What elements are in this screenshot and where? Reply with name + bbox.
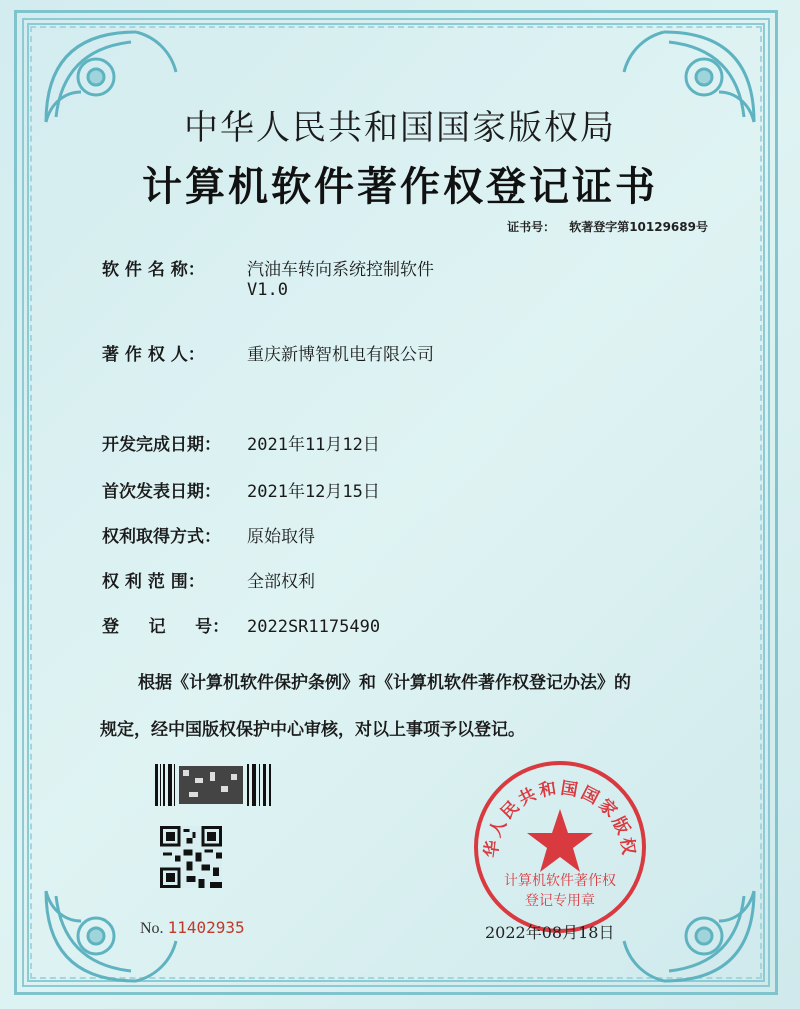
issue-date: 2022年08月18日 <box>485 923 615 942</box>
statement-line-2: 规定，经中国版权保护中心审核，对以上事项予以登记。 <box>100 720 525 740</box>
qr-code-image <box>160 826 222 888</box>
field-copyright-owner <box>102 340 434 365</box>
field-software-name <box>102 255 434 280</box>
field-acquisition-method <box>102 522 315 547</box>
serial-value: 11402935 <box>167 918 245 937</box>
issuer-title: 中华人民共和国国家版权局 <box>184 108 616 148</box>
field-rights-scope <box>102 567 315 592</box>
certificate-number <box>507 218 708 235</box>
certificate-title: 计算机软件著作权登记证书 <box>142 164 658 210</box>
field-value: 原始取得 <box>247 527 315 547</box>
field-label: 著 作 权 人： <box>102 345 205 365</box>
field-first-publish-date <box>102 477 380 502</box>
software-version: V1.0 <box>247 280 288 300</box>
field-registration-number <box>102 612 380 637</box>
certificate-number-label: 证书号： <box>507 220 556 234</box>
seal-outer-text: 华人民共和国国家版权 <box>481 778 639 859</box>
field-value: 重庆新博智机电有限公司 <box>247 345 434 365</box>
field-value: 2022SR1175490 <box>247 617 381 637</box>
barcode-image <box>155 764 273 806</box>
serial-number <box>140 918 245 938</box>
field-value: 全部权利 <box>247 572 315 592</box>
field-value: 2021年11月12日 <box>247 435 380 455</box>
serial-prefix: No. <box>140 920 164 937</box>
field-label: 权利取得方式： <box>102 527 221 547</box>
field-label: 软 件 名 称： <box>102 260 205 280</box>
seal-inner-line-2: 登记专用章 <box>525 893 595 909</box>
field-value: 2021年12月15日 <box>247 482 380 502</box>
official-seal <box>470 757 650 937</box>
field-label: 权 利 范 围： <box>102 572 205 592</box>
field-label: 登 记 号： <box>102 617 230 637</box>
field-value: 汽油车转向系统控制软件 <box>247 260 434 280</box>
field-label: 开发完成日期： <box>102 435 221 455</box>
certificate-number-value: 软著登字第10129689号 <box>569 220 708 234</box>
field-completion-date <box>102 430 380 455</box>
field-label: 首次发表日期： <box>102 482 221 502</box>
statement-line-1: 根据《计算机软件保护条例》和《计算机软件著作权登记办法》的 <box>138 673 631 693</box>
seal-inner-line-1: 计算机软件著作权 <box>504 873 616 889</box>
